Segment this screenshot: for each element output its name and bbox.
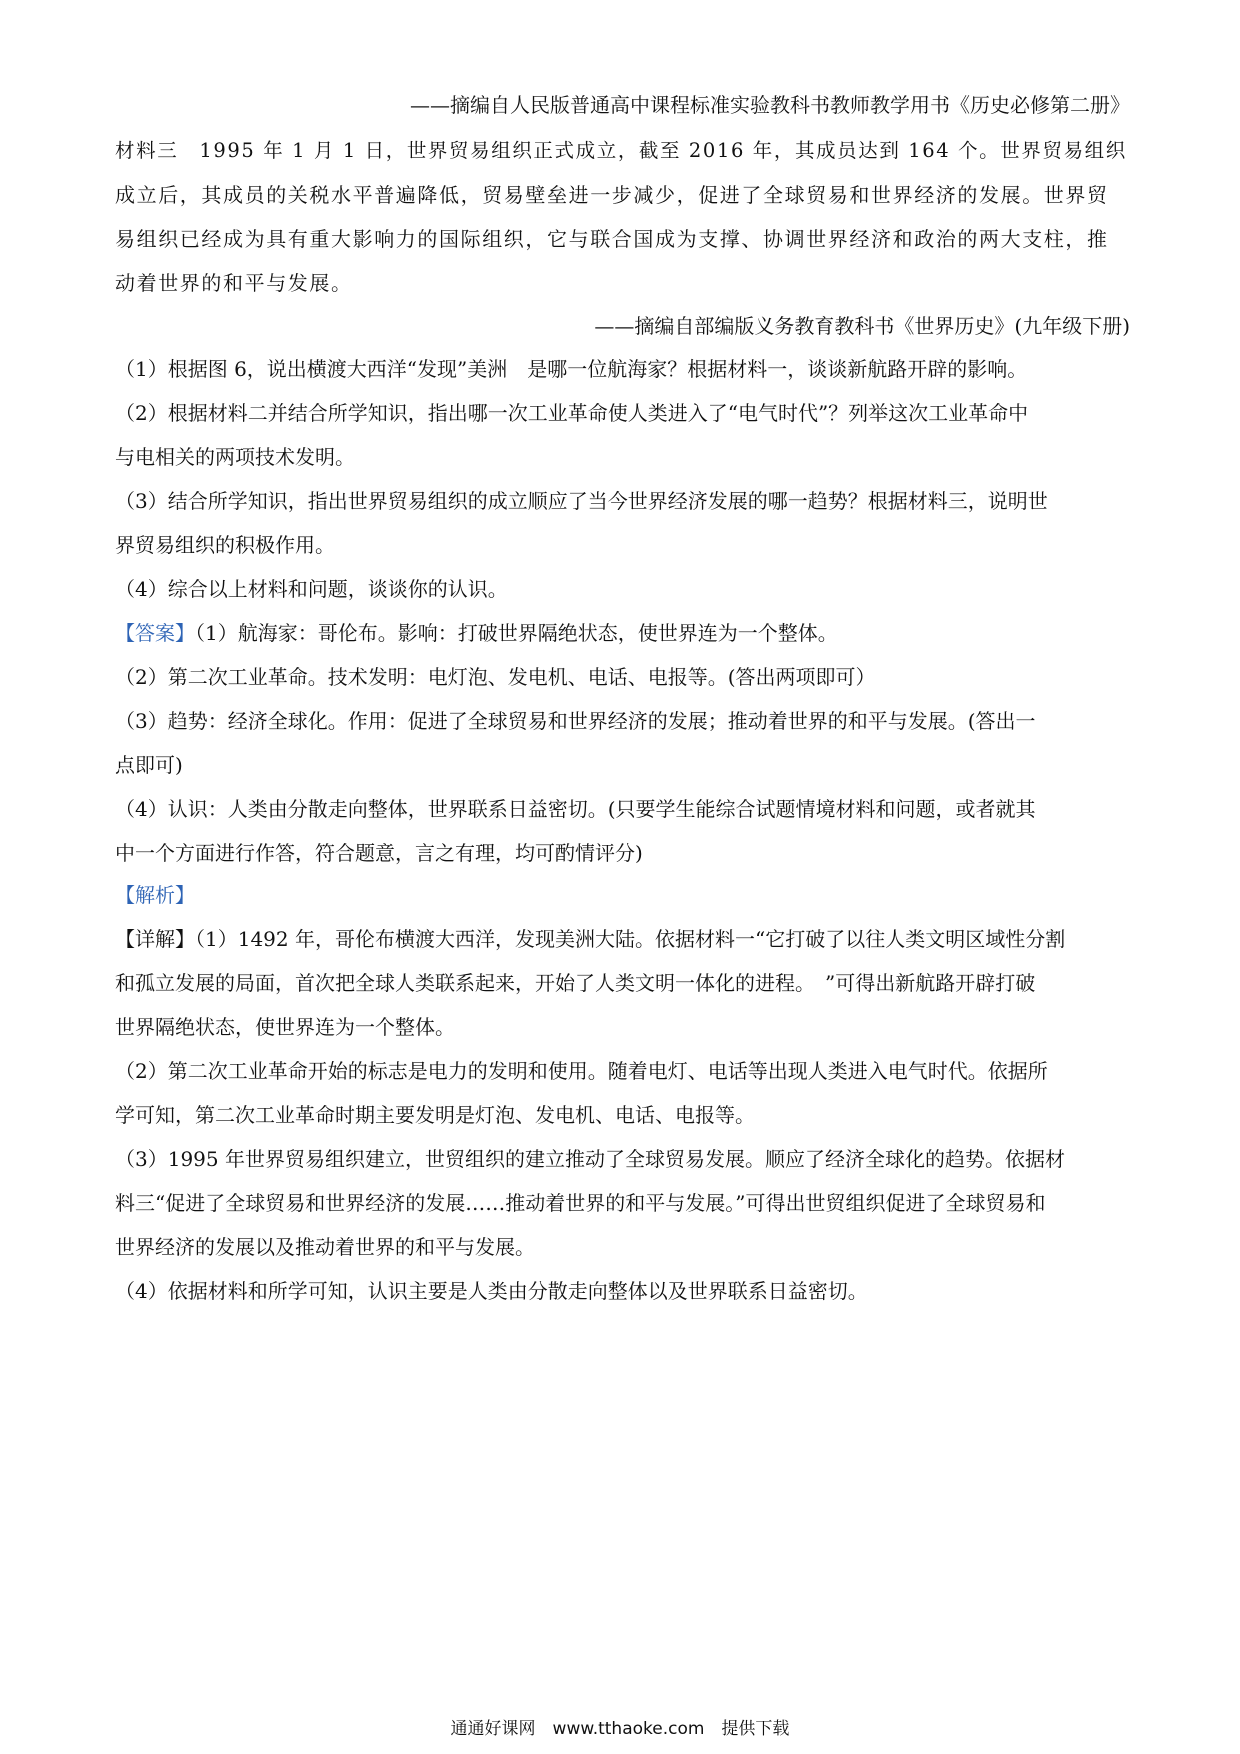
detail-line-8: 世界经济的发展以及推动着世界的和平与发展。: [115, 1235, 535, 1259]
material3-line-3: 易组织已经成为具有重大影响力的国际组织，它与联合国成为支撑、协调世界经济和政治的两大支柱，推: [115, 227, 1109, 251]
source-citation-2: ——摘编自部编版义务教育教科书《世界历史》(九年级下册): [594, 314, 1130, 338]
detail-line-1: [115, 926, 1130, 952]
detail-line-7: 料三“促进了全球贸易和世界经济的发展……推动着世界的和平与发展。”可得出世贸组织促进了全球贸易和: [115, 1191, 1046, 1215]
detail-line-3: 世界隔绝状态，使世界连为一个整体。: [115, 1015, 455, 1039]
detail-label: 【详解】: [115, 927, 195, 951]
question-3-line-2: 界贸易组织的积极作用。: [115, 533, 335, 557]
source-citation-1: ——摘编自人民版普通高中课程标准实验教科书教师教学用书《历史必修第二册》: [410, 93, 1130, 117]
detail-line-5: 学可知，第二次工业革命时期主要发明是灯泡、发电机、电话、电报等。: [115, 1103, 755, 1127]
answer-line-1: [115, 620, 1130, 646]
question-4: （4）综合以上材料和问题，谈谈你的认识。: [115, 577, 508, 601]
detail-line-9: （4）依据材料和所学可知，认识主要是人类由分散走向整体以及世界联系日益密切。: [115, 1279, 868, 1303]
question-1: （1）根据图 6，说出横渡大西洋“发现”美洲 是哪一位航海家？根据材料一，谈谈新航路开辟的影响。: [115, 357, 1028, 381]
detail-text-1: （1）1492 年，哥伦布横渡大西洋，发现美洲大陆。依据材料一“它打破了以往人类文明区域性分割: [195, 927, 1066, 951]
answer-line-6: 中一个方面进行作答，符合题意，言之有理，均可酌情评分): [115, 841, 643, 865]
detail-line-6: （3）1995 年世界贸易组织建立，世贸组织的建立推动了全球贸易发展。顺应了经济全球化的趋势。依据材: [115, 1147, 1065, 1171]
detail-line-2: 和孤立发展的局面，首次把全球人类联系起来，开始了人类文明一体化的进程。 ”可得出新航路开辟打破: [115, 971, 1036, 995]
material3-line-1: 材料三 1995 年 1 月 1 日，世界贸易组织正式成立，截至 2016 年，其成员达到 164 个。世界贸易组织: [115, 139, 1127, 162]
question-3-line-1: （3）结合所学知识，指出世界贸易组织的成立顺应了当今世界经济发展的哪一趋势？根据材料三，说明世: [115, 489, 1048, 513]
answer-text-1: （1）航海家：哥伦布。影响：打破世界隔绝状态，使世界连为一个整体。: [195, 621, 838, 645]
footer-watermark: 通通好课网 www.tthaoke.com 提供下载: [450, 1719, 790, 1739]
answer-line-3: （3）趋势：经济全球化。作用：促进了全球贸易和世界经济的发展；推动着世界的和平与发展。(答出一: [115, 709, 1036, 733]
answer-line-4: 点即可): [115, 753, 183, 777]
answer-label: 【答案】: [115, 621, 195, 645]
answer-line-5: （4）认识：人类由分散走向整体，世界联系日益密切。(只要学生能综合试题情境材料和问题，或者就其: [115, 797, 1036, 821]
material3-line-2: 成立后，其成员的关税水平普遍降低，贸易壁垒进一步减少，促进了全球贸易和世界经济的发展。世界贸: [115, 183, 1109, 207]
analysis-label: 【解析】: [115, 883, 195, 907]
question-2-line-2: 与电相关的两项技术发明。: [115, 445, 355, 469]
detail-line-4: （2）第二次工业革命开始的标志是电力的发明和使用。随着电灯、电话等出现人类进入电气时代。依据所: [115, 1059, 1048, 1083]
answer-line-2: （2）第二次工业革命。技术发明：电灯泡、发电机、电话、电报等。(答出两项即可）: [115, 665, 876, 689]
material3-line-4: 动着世界的和平与发展。: [115, 271, 353, 295]
question-2-line-1: （2）根据材料二并结合所学知识，指出哪一次工业革命使人类进入了“电气时代”？列举这次工业革命中: [115, 401, 1029, 425]
